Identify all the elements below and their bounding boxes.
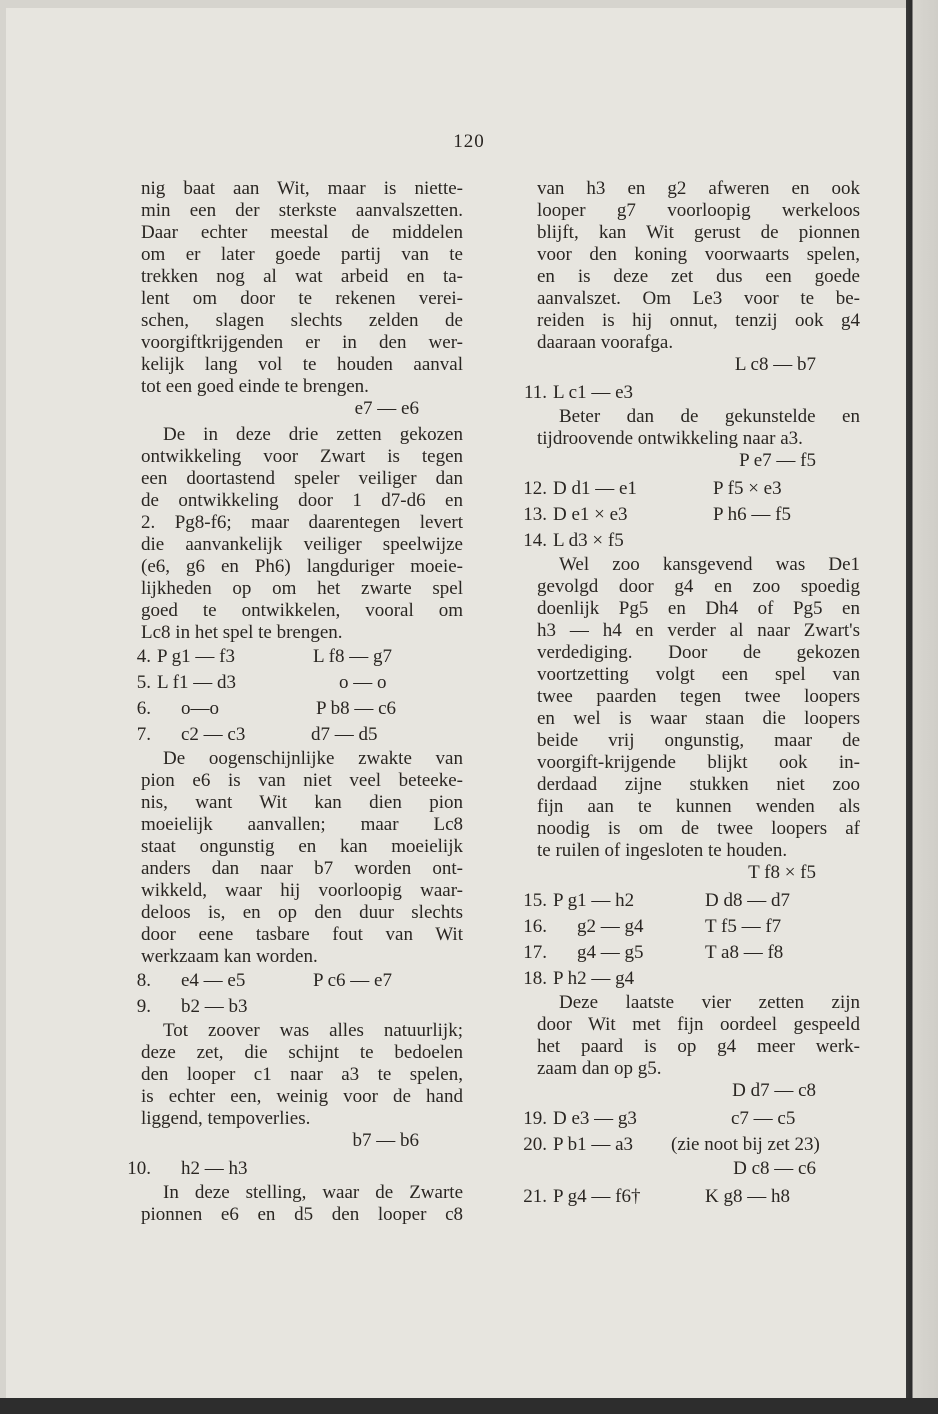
black-move: L c8 — b7 [734,354,816,375]
black-move: P e7 — f5 [739,450,816,471]
white-move: e4 — e5 [181,970,246,991]
black-move: T f8 × f5 [748,862,816,883]
white-move: D e3 — g3 [553,1108,637,1129]
move-number: 19. [523,1108,547,1129]
text-line: 2. Pg8-f6; maar daarentegen levert [141,512,463,533]
black-move: P c6 — e7 [313,970,392,991]
white-move: o—o [181,698,219,719]
black-move: L f8 — g7 [313,646,392,667]
text-line: liggend, tempoverlies. [141,1108,311,1129]
white-move: L f1 — d3 [157,672,236,693]
text-line: om er later goede partij van te [141,244,463,265]
move-row [523,1184,860,1210]
white-move: L d3 × f5 [553,530,624,551]
move-list [523,1106,860,1158]
white-move: h2 — h3 [181,1158,248,1179]
text-line: door eene tasbare fout van Wit [141,924,463,945]
text-line: De in deze drie zetten gekozen [163,424,463,445]
text-line: min een der sterkste aanvalszetten. [141,200,463,221]
paragraph [537,992,860,1080]
text-line: moeielijk aanvallen; maar Lc8 [141,814,463,835]
text-line: ontwikkeling voor Zwart is tegen [141,446,463,467]
move-row [523,1106,860,1132]
white-move: c2 — c3 [181,724,246,745]
page-number: 120 [453,131,485,152]
text-line: Deze laatste vier zetten zijn [559,992,860,1013]
text-line: fijn aan te kunnen wenden als [537,796,860,817]
text-line: noodig is om de twee loopers af [537,818,860,839]
paragraph [537,554,860,862]
black-move: K g8 — h8 [705,1186,790,1207]
move-list [136,968,463,1020]
text-line: pion e6 is van niet veel beteeke- [141,770,463,791]
white-move: D d1 — e1 [553,478,637,499]
black-move: P f5 × e3 [713,478,782,499]
move-row [136,644,463,670]
text-line: (e6, g6 en Ph6) langduriger moeie- [141,556,463,577]
move-list [523,888,860,992]
white-move: P h2 — g4 [553,968,635,989]
text-line: nis, want Wit kan dien pion [141,792,463,813]
text-line: te ruilen of ingesloten te houden. [537,840,788,861]
move-number: 21. [523,1186,547,1207]
move-row [136,696,463,722]
move-number: 10. [127,1158,151,1179]
text-line: Daar echter meestal de middelen [141,222,463,243]
move-number: 17. [523,942,547,963]
text-line: deze zet, die schijnt te bedoelen [141,1042,463,1063]
text-line: deloos is, en op den duur slechts [141,902,463,923]
paragraph [141,1020,463,1130]
text-line: lijkheden op om het zwarte spel [141,578,463,599]
text-line: Beter dan de gekunstelde en [559,406,860,427]
paragraph [141,748,463,968]
move-row [523,476,860,502]
white-move: g4 — g5 [577,942,644,963]
move-number: 4. [136,646,151,667]
black-move: b7 — b6 [352,1130,419,1151]
move-number: 14. [523,530,547,551]
white-move: D e1 × e3 [553,504,628,525]
move-row [136,670,463,696]
paragraph [141,178,463,398]
move-list [523,476,860,554]
black-move: P b8 — c6 [316,698,397,719]
text-line: staat ongunstig en kan moeielijk [141,836,463,857]
text-line: trekken nog al wat arbeid en ta- [141,266,463,287]
text-line: pionnen e6 en d5 den looper c8 [141,1204,463,1225]
move-number: 6. [136,698,151,719]
text-line: is echter een, weinig voor de hand [141,1086,463,1107]
text-line: h3 — h4 en verder al naar Zwart's [537,620,860,641]
text-line: De oogenschijnlijke zwakte van [163,748,463,769]
move-row [523,528,860,554]
text-line: en wel is waar staan die loopers [537,708,860,729]
white-move: P b1 — a3 [553,1134,634,1155]
text-line: beide vrij ongunstig, maar de [537,730,860,751]
text-line: door Wit met fijn oordeel gespeeld [537,1014,860,1035]
text-line: Lc8 in het spel te brengen. [141,622,343,643]
right-column [523,178,860,1210]
text-line: voortzetting volgt een spel van [537,664,860,685]
move-number: 7. [136,724,151,745]
text-line: wikkeld, waar hij voorloopig waar- [141,880,463,901]
move-number: 12. [523,478,547,499]
move-number: 15. [523,890,547,911]
text-line: die aanvankelijk veiliger speelwijze [141,534,463,555]
move-number: 20. [523,1134,547,1155]
text-line: werkzaam kan worden. [141,946,318,967]
black-move: (zie noot bij zet 23) [671,1134,820,1155]
text-line: tijdroovende ontwikkeling naar a3. [537,428,803,449]
white-move: b2 — b3 [181,996,248,1017]
black-move: T a8 — f8 [705,942,784,963]
text-line: Wel zoo kansgevend was De1 [559,554,860,575]
move-number: 11. [523,382,547,403]
move-list [136,644,463,748]
black-move: P h6 — f5 [713,504,791,525]
move-number: 13. [523,504,547,525]
page-bottom-border [0,1398,938,1414]
text-line: tot een goed einde te brengen. [141,376,369,397]
white-move: P g4 — f6† [553,1186,641,1207]
black-move: D c8 — c6 [733,1158,816,1179]
left-column [127,178,463,1226]
text-line: twee paarden tegen twee loopers [537,686,860,707]
move-row [523,502,860,528]
paragraph [141,424,463,644]
text-line: aanvalszet. Om Le3 voor te be- [537,288,860,309]
text-line: schen, slagen slechts zelden de [141,310,463,331]
text-line: het paard is op g4 meer werk- [537,1036,860,1057]
text-line: de ontwikkeling door 1 d7-d6 en [141,490,463,511]
move-row [523,940,860,966]
black-move: e7 — e6 [354,398,419,419]
text-line: gevolgd door g4 en zoo spoedig [537,576,860,597]
move-row [127,1156,463,1182]
move-row [136,968,463,994]
paragraph [537,178,860,354]
text-line: lent om door te rekenen verei- [141,288,463,309]
text-line: verdediging. Door de gekozen [537,642,860,663]
move-row [136,722,463,748]
text-line: anders dan naar b7 worden ont- [141,858,463,879]
white-move: g2 — g4 [577,916,644,937]
black-move: T f5 — f7 [705,916,782,937]
move-number: 5. [136,672,151,693]
text-line: voor den koning voorwaarts spelen, [537,244,860,265]
text-line: blijft, kan Wit gerust de pionnen [537,222,860,243]
paragraph [537,406,860,450]
move-number: 16. [523,916,547,937]
text-line: voorgiftkrijgenden er in den wer- [141,332,463,353]
text-line: voorgift-krijgende blijkt ook in- [537,752,860,773]
text-line: den looper c1 naar a3 te spelen, [141,1064,463,1085]
text-line: en is deze zet dus een goede [537,266,860,287]
text-line: Tot zoover was alles natuurlijk; [163,1020,463,1041]
text-line: van h3 en g2 afweren en ook [537,178,860,199]
paragraph [141,1182,463,1226]
black-move: D d8 — d7 [705,890,790,911]
black-move: o — o [339,672,387,693]
text-line: doenlijk Pg5 en Dh4 of Pg5 en [537,598,860,619]
move-row [136,994,463,1020]
black-move: d7 — d5 [311,724,378,745]
text-line: goed te ontwikkelen, vooral om [141,600,463,621]
move-number: 18. [523,968,547,989]
text-line: kelijk lang vol te houden aanval [141,354,463,375]
text-line: zaam dan op g5. [537,1058,662,1079]
white-move: P g1 — f3 [157,646,235,667]
move-row [523,888,860,914]
page-edge-shadow [906,0,938,1414]
move-row [523,1132,860,1158]
text-line: nig baat aan Wit, maar is niette- [141,178,463,199]
text-line: looper g7 voorloopig werkeloos [537,200,860,221]
text-line: In deze stelling, waar de Zwarte [163,1182,463,1203]
move-row [523,380,860,406]
text-line: reiden is hij onnut, tenzij ook g4 [537,310,860,331]
white-move: P g1 — h2 [553,890,635,911]
black-move: c7 — c5 [731,1108,796,1129]
move-row [523,966,860,992]
move-number: 9. [136,996,151,1017]
black-move: D d7 — c8 [732,1080,816,1101]
text-line: daaraan voorafga. [537,332,674,353]
move-number: 8. [136,970,151,991]
text-line: derdaad zijne stukken niet zoo [537,774,860,795]
move-row [523,914,860,940]
white-move: L c1 — e3 [553,382,634,403]
text-line: een doortastend speler veiliger dan [141,468,463,489]
